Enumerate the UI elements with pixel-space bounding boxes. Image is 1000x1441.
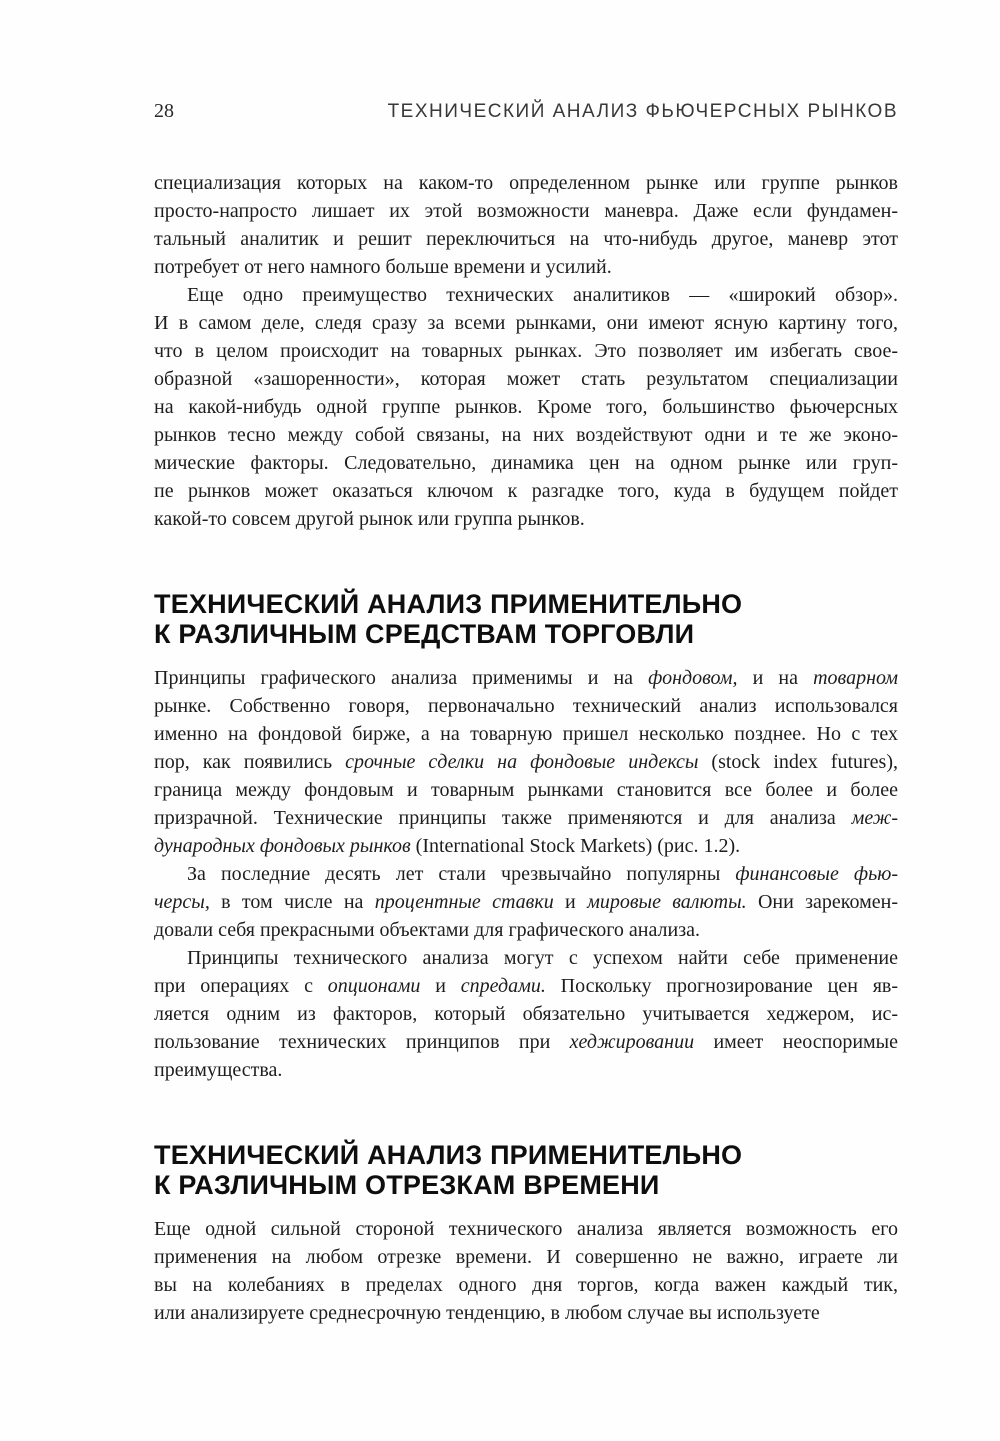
text-line [154,365,898,393]
body-text: и [420,975,461,997]
body-text: Они зарекомен- [746,891,898,913]
body-text: (stock index futures), [698,751,898,773]
text-line [154,253,898,281]
emphasized-text: черсы, [154,891,210,913]
body-text: при операциях с [154,975,328,997]
text-line [154,169,898,197]
paragraph [154,944,898,1084]
emphasized-text: фондовом, [648,667,738,689]
body-text: имеет неоспоримые [694,1031,898,1053]
text-line [154,449,898,477]
text-line [154,832,898,860]
body-text: Принципы графического анализа применимы и на [154,667,649,689]
emphasized-text: хеджировании [569,1031,695,1053]
paragraph [154,281,898,533]
text-line [154,1000,898,1028]
body-text: За последние десять лет стали чрезвычайно популярны [187,863,736,885]
text-column [154,100,898,1327]
body-text: граница между фондовым и товарным рынками становится все более и более [154,779,898,801]
text-line [154,804,898,832]
emphasized-text: меж- [851,807,898,829]
text-line [154,692,898,720]
body-text: довали себя прекрасными объектами для графического анализа. [154,919,700,941]
text-line [154,1215,898,1243]
text-line [154,720,898,748]
body-text: образной «зашоренности», которая может стать результатом специализации [154,368,898,390]
emphasized-text: срочные сделки на фондовые индексы [345,751,699,773]
body-text: просто-напросто лишает их этой возможности маневра. Даже если фундамен- [154,200,898,222]
body-text: Еще одно преимущество технических аналитиков — «широкий обзор». [187,284,898,306]
emphasized-text: процентные ставки [374,891,554,913]
body-text: специализация которых на каком-то определенном рынке или группе рынков [154,172,898,194]
body-text: Принципы технического анализа могут с успехом найти себе применение [187,947,898,969]
body-text: (International Stock Markets) (рис. 1.2). [410,835,741,857]
body-text: что в целом происходит на товарных рынках. Это позволяет им избегать свое- [154,340,898,362]
text-line [154,197,898,225]
body-text: пор, как появились [154,751,346,773]
page-number: 28 [154,100,174,122]
emphasized-text: дународных фондовых рынков [154,835,411,857]
body-text: вы на колебаниях в пределах одного дня торгов, когда важен каждый тик, [154,1274,898,1296]
heading-line: ТЕХНИЧЕСКИЙ АНАЛИЗ ПРИМЕНИТЕЛЬНО [154,589,743,619]
paragraph [154,1215,898,1327]
body-text: применения на любом отрезке времени. И совершенно не важно, играете ли [154,1246,898,1268]
text-line [154,393,898,421]
text-line [154,860,898,888]
body-text: Поскольку прогнозирование цен яв- [545,975,898,997]
emphasized-text: опционами [327,975,421,997]
body-text: на какой-нибудь одной группе рынков. Кроме того, большинство фьючерсных [154,396,898,418]
body-text: и на [737,667,814,689]
text-line [154,888,898,916]
text-line [154,421,898,449]
text-line [154,916,898,944]
running-title: ТЕХНИЧЕСКИЙ АНАЛИЗ ФЬЮЧЕРСНЫХ РЫНКОВ [387,101,898,122]
text-line [154,505,898,533]
page-header [154,100,898,123]
body-text: какой-то совсем другой рынок или группа рынков. [154,508,585,530]
text-line [154,1271,898,1299]
body-text: в том числе на [209,891,375,913]
text-line [154,776,898,804]
text-line [154,944,898,972]
paragraph [154,169,898,281]
body-text: мические факторы. Следовательно, динамика цен на одном рынке или груп- [154,452,898,474]
body-text: пользование технических принципов при [154,1031,570,1053]
emphasized-text: мировые валюты. [587,891,747,913]
heading-line: К РАЗЛИЧНЫМ ОТРЕЗКАМ ВРЕМЕНИ [154,1170,660,1200]
body-text: и [553,891,588,913]
text-line [154,1243,898,1271]
text-line [154,1299,898,1327]
text-line [154,477,898,505]
paragraph [154,664,898,860]
body-text: призрачной. Технические принципы также применяются и для анализа [154,807,852,829]
body-text: рынков тесно между собой связаны, на них воздействуют одни и те же эконо- [154,424,898,446]
heading-line: ТЕХНИЧЕСКИЙ АНАЛИЗ ПРИМЕНИТЕЛЬНО [154,1140,743,1170]
emphasized-text: товарном [813,667,898,689]
body-text: ляется одним из факторов, который обязательно учитывается хеджером, ис- [154,1003,898,1025]
text-line [154,664,898,692]
text-line [154,281,898,309]
paragraph [154,860,898,944]
section-heading-timeframes [154,1140,898,1200]
body-text: Еще одной сильной стороной технического анализа является возможность его [154,1218,898,1240]
text-line [154,309,898,337]
body-text: или анализируете среднесрочную тенденцию, в любом случае вы используете [154,1302,820,1324]
body-text: пе рынков может оказаться ключом к разгадке того, куда в будущем пойдет [154,480,898,502]
emphasized-text: спредами. [460,975,546,997]
body-text: потребует от него намного больше времени и усилий. [154,256,612,278]
emphasized-text: финансовые фью- [735,863,898,885]
text-line [154,1028,898,1056]
text-line [154,1056,898,1084]
text-line [154,972,898,1000]
body-text: И в самом деле, следя сразу за всеми рынками, они имеют ясную картину того, [154,312,898,334]
heading-line: К РАЗЛИЧНЫМ СРЕДСТВАМ ТОРГОВЛИ [154,619,695,649]
body-text: преимущества. [154,1059,283,1081]
text-line [154,337,898,365]
body-text: именно на фондовой бирже, а на товарную пришел несколько позднее. Но с тех [154,723,898,745]
text-line [154,225,898,253]
body-text: рынке. Собственно говоря, первоначально технический анализ использовался [154,695,898,717]
body-text: тальный аналитик и решит переключиться на что-нибудь другое, маневр этот [154,228,898,250]
text-line [154,748,898,776]
section-heading-instruments [154,589,898,649]
